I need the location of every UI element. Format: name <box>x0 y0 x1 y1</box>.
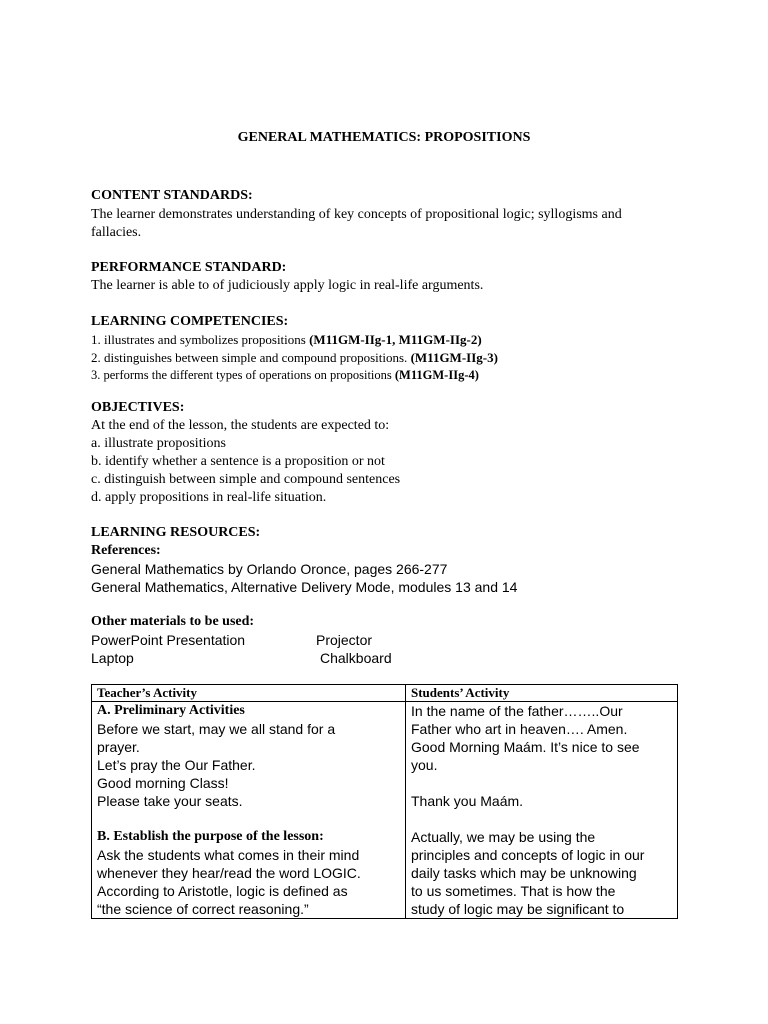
students-activity-cell <box>406 702 678 919</box>
table-row <box>92 702 678 919</box>
competency-text: 1. illustrates and symbolizes propositions <box>91 332 310 347</box>
table-header-row <box>92 685 678 702</box>
competency-code: (M11GM-IIg-1, M11GM-IIg-2) <box>309 332 482 347</box>
teacher-line: Before we start, may we all stand for a <box>97 721 336 737</box>
document-title: GENERAL MATHEMATICS: PROPOSITIONS <box>237 130 531 145</box>
spacer <box>411 774 672 792</box>
competency-code: (M11GM-IIg-3) <box>410 350 498 365</box>
activity-table <box>91 684 678 919</box>
material-item: Laptop <box>91 650 134 666</box>
student-line: Good Morning Maám. It’s nice to see <box>411 739 640 755</box>
objectives-intro: At the end of the lesson, the students are expected to: <box>91 418 390 433</box>
objective-item: b. identify whether a sentence is a proposition or not <box>91 454 385 469</box>
student-line: Father who art in heaven…. Amen. <box>411 721 628 737</box>
teacher-line: Good morning Class! <box>97 775 229 791</box>
competency-text: 3. performs the different types of operations on propositions <box>91 368 395 382</box>
learning-competencies-heading: LEARNING COMPETENCIES: <box>91 314 289 329</box>
material-item: PowerPoint Presentation <box>91 632 246 648</box>
students-activity-header: Students’ Activity <box>406 685 678 702</box>
competency-item-1 <box>91 331 482 349</box>
student-line: study of logic may be significant to <box>411 901 625 917</box>
student-line: Thank you Maám. <box>411 793 524 809</box>
student-line: to us sometimes. That is how the <box>411 883 616 899</box>
student-line: daily tasks which may be unknowing <box>411 865 637 881</box>
material-item: Chalkboard <box>320 650 392 666</box>
learning-resources-heading: LEARNING RESOURCES: <box>91 525 261 540</box>
performance-standard-text: The learner is able to of judiciously apply logic in real-life arguments. <box>91 278 484 293</box>
teacher-line: prayer. <box>97 739 140 755</box>
performance-standard-heading: PERFORMANCE STANDARD: <box>91 260 287 275</box>
teacher-activity-cell <box>92 702 406 919</box>
reference-item: General Mathematics by Orlando Oronce, pages 266-277 <box>91 561 448 577</box>
material-item: Projector <box>316 632 373 648</box>
content-standards-line-1: The learner demonstrates understanding of key concepts of propositional logic; syllogisms and <box>91 207 622 222</box>
section-a-heading: A. Preliminary Activities <box>97 703 245 718</box>
objectives-heading: OBJECTIVES: <box>91 400 185 415</box>
student-line: In the name of the father……..Our <box>411 703 623 719</box>
teacher-line: “the science of correct reasoning.” <box>97 901 309 917</box>
reference-item: General Mathematics, Alternative Delivery Mode, modules 13 and 14 <box>91 579 518 595</box>
teacher-line: Let’s pray the Our Father. <box>97 757 256 773</box>
teacher-line: whenever they hear/read the word LOGIC. <box>97 865 361 881</box>
student-line: principles and concepts of logic in our <box>411 847 645 863</box>
competency-item-3 <box>91 366 479 384</box>
objective-item: c. distinguish between simple and compound sentences <box>91 472 401 487</box>
spacer <box>411 810 672 828</box>
competency-item-2 <box>91 349 498 367</box>
content-standards-heading: CONTENT STANDARDS: <box>91 188 253 203</box>
student-line: Actually, we may be using the <box>411 829 596 845</box>
other-materials-heading: Other materials to be used: <box>91 614 255 629</box>
teacher-activity-header: Teacher’s Activity <box>92 685 406 702</box>
section-b-heading: B. Establish the purpose of the lesson: <box>97 829 324 844</box>
spacer <box>97 810 400 828</box>
student-line: you. <box>411 757 438 773</box>
teacher-line: Ask the students what comes in their mind <box>97 847 360 863</box>
references-heading: References: <box>91 543 161 558</box>
teacher-line: Please take your seats. <box>97 793 243 809</box>
teacher-line: According to Aristotle, logic is defined as <box>97 883 348 899</box>
content-standards-line-2: fallacies. <box>91 225 142 240</box>
competency-code: (M11GM-IIg-4) <box>394 368 479 382</box>
objective-item: a. illustrate propositions <box>91 436 226 451</box>
competency-text: 2. distinguishes between simple and compound propositions. <box>91 350 411 365</box>
objective-item: d. apply propositions in real-life situation. <box>91 490 327 505</box>
